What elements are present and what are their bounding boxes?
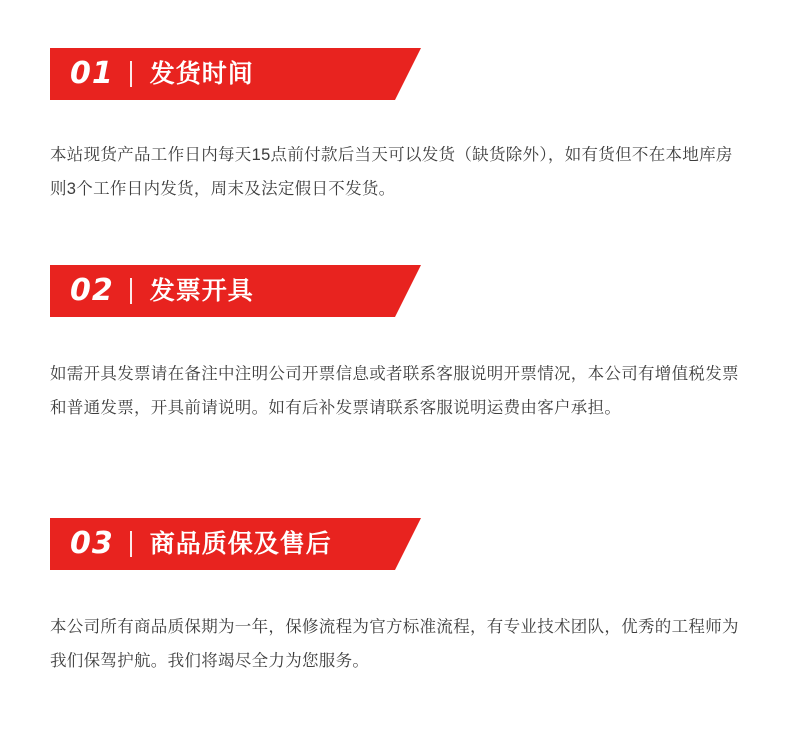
ribbon-body [50, 265, 395, 317]
section-invoice [0, 265, 800, 425]
section-shipping-time [0, 48, 800, 206]
section-warranty-aftersales [0, 518, 800, 678]
ribbon-body [50, 48, 395, 100]
section-number: 01 [70, 56, 114, 91]
section-paragraph: 如需开具发票请在备注中注明公司开票信息或者联系客服说明开票情况，本公司有增值税发票和普通发票，开具前请说明。如有后补发票请联系客服说明运费由客户承担。 [50, 365, 739, 417]
banner-divider [130, 278, 132, 304]
section-title: 发票开具 [149, 277, 254, 305]
ribbon-point [395, 518, 421, 570]
section-banner [50, 265, 430, 317]
banner-divider [130, 531, 132, 557]
ribbon-body [50, 518, 395, 570]
section-number: 03 [70, 526, 114, 561]
banner-divider [130, 61, 132, 87]
ribbon-point [395, 48, 421, 100]
ribbon-point [395, 265, 421, 317]
section-title: 发货时间 [149, 60, 254, 88]
section-paragraph: 本公司所有商品质保期为一年，保修流程为官方标准流程，有专业技术团队，优秀的工程师为我们保驾护航。我们将竭尽全力为您服务。 [50, 618, 739, 670]
section-banner [50, 518, 430, 570]
section-number: 02 [70, 273, 114, 308]
section-title: 商品质保及售后 [149, 530, 332, 558]
section-paragraph: 本站现货产品工作日内每天15点前付款后当天可以发货（缺货除外），如有货但不在本地库房则3个工作日内发货，周末及法定假日不发货。 [50, 146, 733, 198]
section-banner [50, 48, 430, 100]
